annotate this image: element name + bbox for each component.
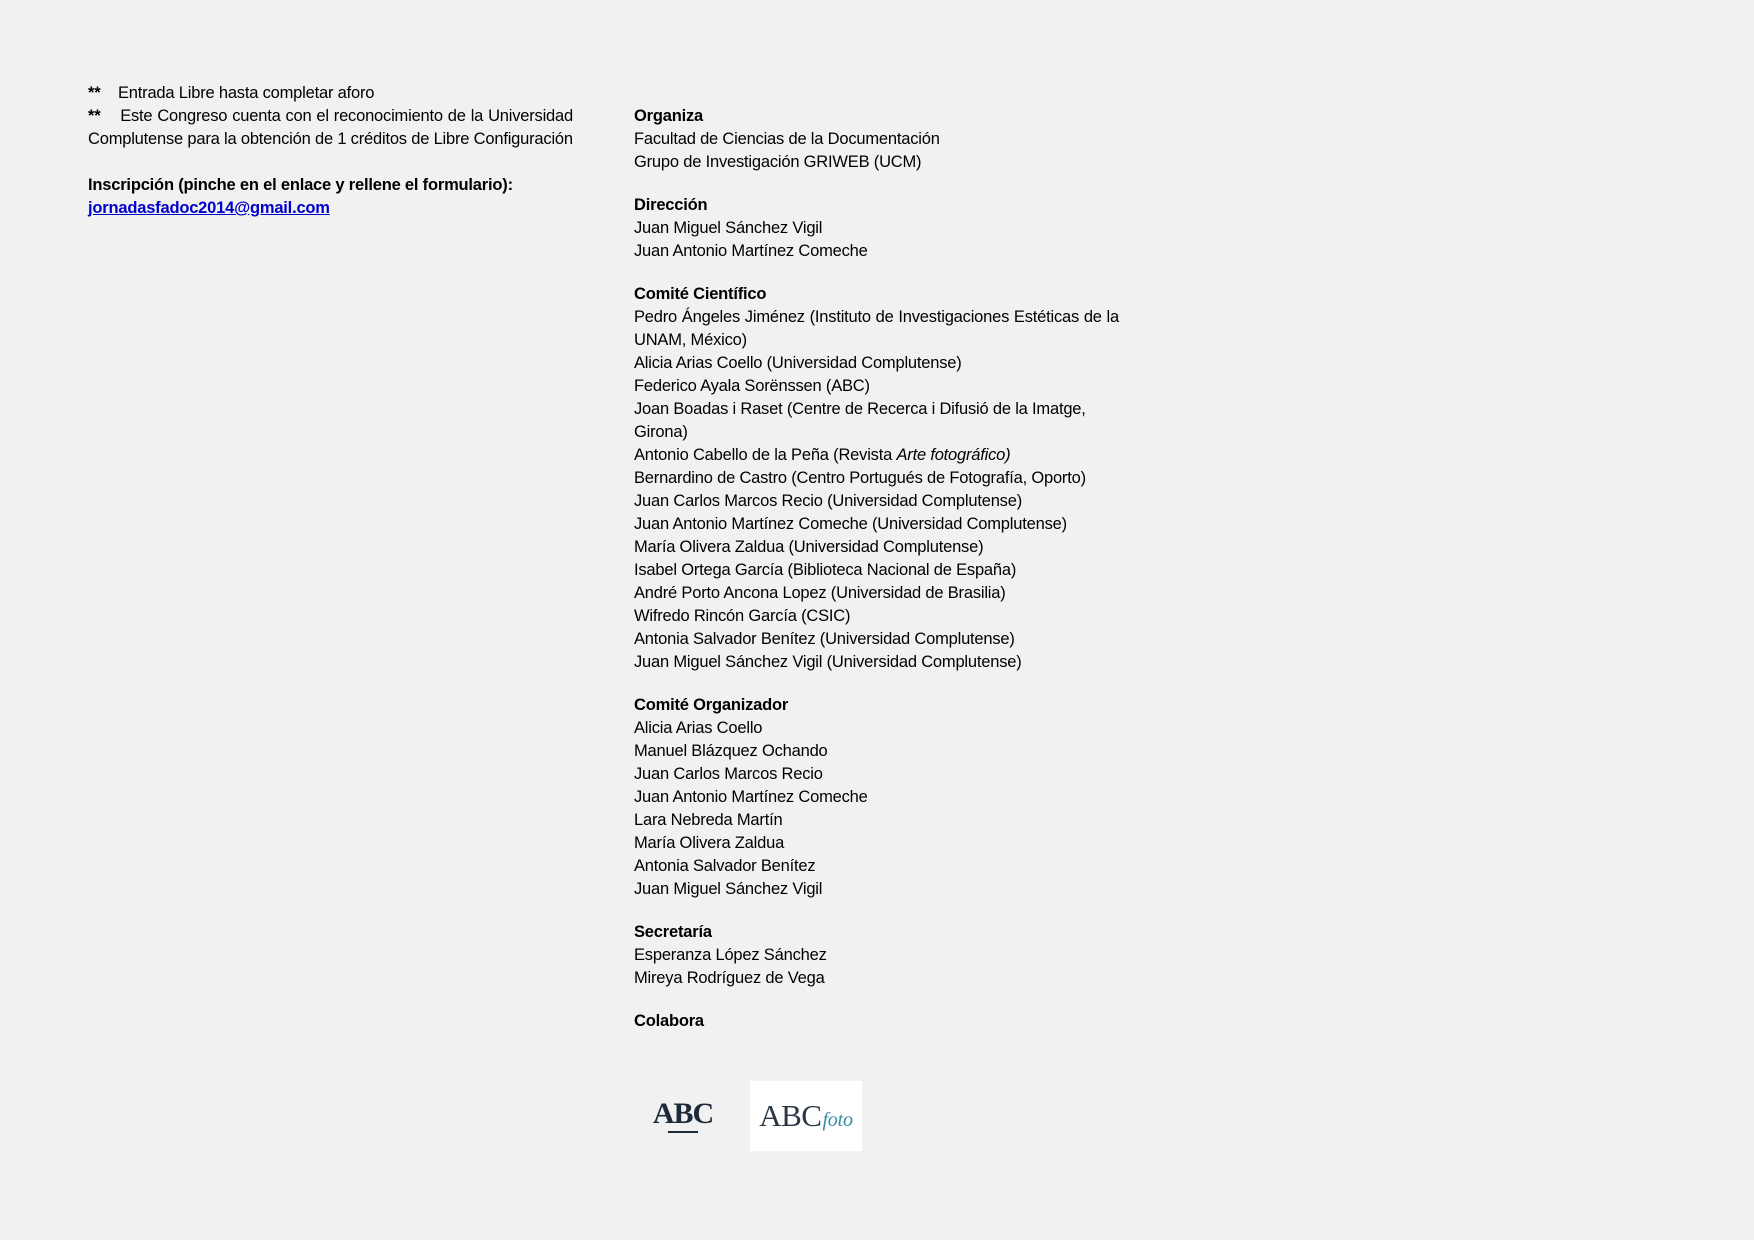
section-comite-organizador [634, 694, 1119, 901]
list-item: Manuel Blázquez Ochando [634, 742, 828, 760]
abc-logo-rule [668, 1131, 698, 1133]
list-item: Juan Antonio Martínez Comeche (Universidad Complutense) [634, 515, 1067, 533]
note-text: Entrada Libre hasta completar aforo [118, 84, 375, 102]
list-item: Alicia Arias Coello [634, 719, 763, 737]
section-colabora [634, 1010, 1119, 1033]
list-item: Isabel Ortega García (Biblioteca Nacional de España) [634, 561, 1017, 579]
list-item: Juan Carlos Marcos Recio [634, 765, 823, 783]
abc-logo [644, 1086, 722, 1146]
list-item: Lara Nebreda Martín [634, 811, 783, 829]
list-item: Wifredo Rincón García (CSIC) [634, 607, 851, 625]
section-title: Comité Organizador [634, 696, 789, 714]
section-organiza [634, 105, 1119, 174]
section-title: Comité Científico [634, 285, 767, 303]
sponsor-logos [644, 1080, 862, 1152]
section-secretaria [634, 921, 1119, 990]
list-item: Antonia Salvador Benítez (Universidad Complutense) [634, 630, 1015, 648]
abcfoto-logo [750, 1081, 862, 1151]
note-credits [88, 105, 573, 151]
email-link[interactable]: jornadasfadoc2014@gmail.com [88, 199, 330, 217]
list-item: María Olivera Zaldua (Universidad Complutense) [634, 538, 984, 556]
list-item: Grupo de Investigación GRIWEB (UCM) [634, 153, 922, 171]
list-item: André Porto Ancona Lopez (Universidad de Brasilia) [634, 584, 1006, 602]
abc-logo-text: ABC [652, 1097, 714, 1130]
list-item: Juan Miguel Sánchez Vigil (Universidad Complutense) [634, 653, 1022, 671]
list-item: Federico Ayala Sorënssen (ABC) [634, 377, 870, 395]
left-column [88, 82, 573, 220]
abcfoto-logo-text: ABC [759, 1098, 822, 1133]
list-item: Antonia Salvador Benítez [634, 857, 816, 875]
list-item: Joan Boadas i Raset (Centre de Recerca i Difusió de la Imatge, Girona) [634, 400, 1086, 441]
list-item-cabello [634, 444, 1119, 467]
note-text: Este Congreso cuenta con el reconocimiento de la Universidad Complutense para la obtención de 1 créditos de Libre Configuración [88, 107, 573, 148]
inscription-label: Inscripción (pinche en el enlace y rellene el formulario): [88, 176, 513, 194]
section-title: Colabora [634, 1012, 704, 1030]
right-column [634, 105, 1119, 1033]
list-item: Esperanza López Sánchez [634, 946, 827, 964]
list-item: Pedro Ángeles Jiménez (Instituto de Investigaciones Estéticas de la UNAM, México) [634, 308, 1119, 349]
note-stars: ** [88, 107, 101, 125]
abcfoto-logo-suffix: foto [822, 1108, 853, 1131]
list-item: Alicia Arias Coello (Universidad Complutense) [634, 354, 962, 372]
list-item: Juan Miguel Sánchez Vigil [634, 219, 823, 237]
section-comite-cientifico [634, 283, 1119, 674]
list-item: Juan Carlos Marcos Recio (Universidad Complutense) [634, 492, 1022, 510]
list-item: María Olivera Zaldua [634, 834, 785, 852]
list-item: Facultad de Ciencias de la Documentación [634, 130, 940, 148]
note-free-entry [88, 82, 573, 105]
list-item: Juan Antonio Martínez Comeche [634, 242, 868, 260]
list-item: Juan Antonio Martínez Comeche [634, 788, 868, 806]
note-stars: ** [88, 84, 101, 102]
list-item: Juan Miguel Sánchez Vigil [634, 880, 823, 898]
cabello-prefix: Antonio Cabello de la Peña (Revista [634, 446, 897, 464]
section-direccion [634, 194, 1119, 263]
cabello-italic: Arte fotográfico) [896, 446, 1011, 464]
section-title: Organiza [634, 107, 704, 125]
section-title: Secretaría [634, 923, 712, 941]
section-title: Dirección [634, 196, 708, 214]
list-item: Mireya Rodríguez de Vega [634, 969, 825, 987]
list-item: Bernardino de Castro (Centro Portugués de Fotografía, Oporto) [634, 469, 1086, 487]
